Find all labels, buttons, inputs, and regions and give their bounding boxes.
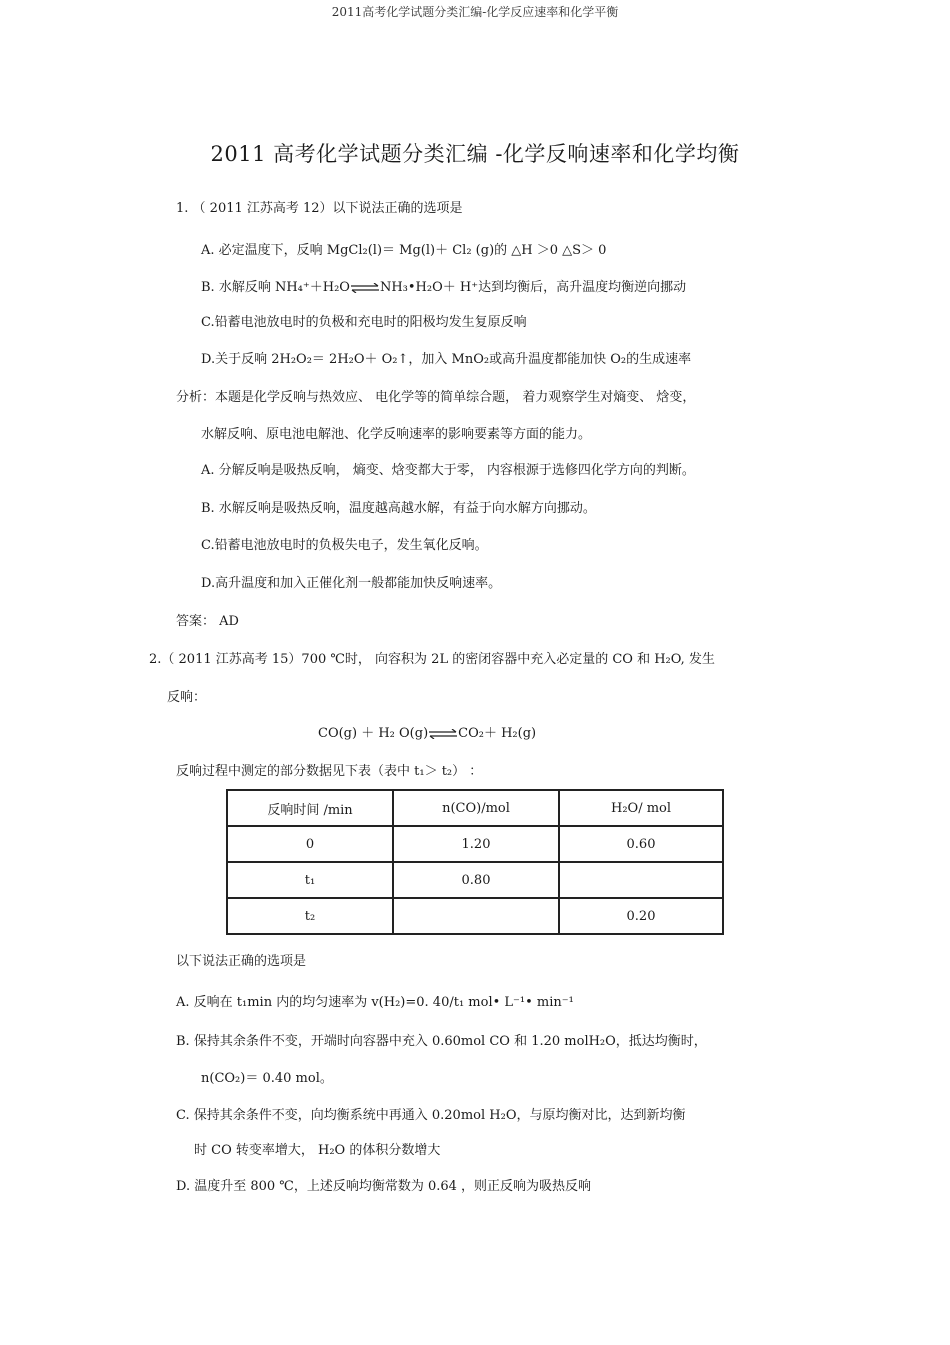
equilibrium-arrow-icon <box>350 283 380 293</box>
q2-option-b-line-2: n(CO₂)＝ 0.40 mol。 <box>201 1071 333 1086</box>
document-title: 2011 高考化学试题分类汇编 -化学反响速率和化学均衡 <box>210 142 740 166</box>
table-cell: 0.20 <box>559 898 723 934</box>
q2-option-b-line-1: B. 保持其余条件不变，开端时向容器中充入 0.60mol CO 和 1.20 molH₂O，抵达均衡时， <box>176 1034 707 1049</box>
page-header: 2011高考化学试题分类汇编-化学反应速率和化学平衡 <box>331 5 619 19</box>
q1-explain-b: B. 水解反响是吸热反响，温度越高越水解，有益于向水解方向挪动。 <box>201 501 596 516</box>
table-cell: 1.20 <box>393 826 559 862</box>
table-header-cell: H₂O/ mol <box>559 790 723 826</box>
q1-stem: 1. （ 2011 江苏高考 12）以下说法正确的选项是 <box>176 201 463 216</box>
table-header-cell: n(CO)/mol <box>393 790 559 826</box>
q1-option-b <box>201 276 686 295</box>
q1-explain-d: D.高升温度和加入正催化剂一般都能加快反响速率。 <box>201 576 502 591</box>
q1-option-d: D.关于反响 2H₂O₂＝ 2H₂O＋ O₂↑，加入 MnO₂或高升温度都能加快 O₂的生成速率 <box>201 352 692 367</box>
data-table <box>226 789 724 935</box>
table-cell: 0 <box>227 826 393 862</box>
table-cell: 0.80 <box>393 862 559 898</box>
q2-equation-left: CO(g) ＋ H₂ O(g) <box>318 726 429 741</box>
q1-analysis-line-1: 分析：本题是化学反响与热效应、 电化学等的简单综合题， 着力观察学生对熵变、 焓变， <box>176 390 696 405</box>
q2-stem-line-2: 反响： <box>167 690 207 705</box>
table-row <box>227 826 723 862</box>
q2-option-d: D. 温度升至 800 ℃，上述反响均衡常数为 0.64 ，则正反响为吸热反响 <box>176 1179 592 1194</box>
q2-stem-line-1: 2.（ 2011 江苏高考 15）700 ℃时， 向容积为 2L 的密闭容器中充入必定量的 CO 和 H₂O, 发生 <box>149 652 715 667</box>
table-cell: t₂ <box>227 898 393 934</box>
q1-answer: 答案： AD <box>176 614 239 629</box>
q2-equation <box>318 722 536 741</box>
q2-table-intro: 反响过程中测定的部分数据见下表（表中 t₁＞ t₂） ： <box>176 764 483 779</box>
q1-analysis-line-2: 水解反响、原电池电解池、化学反响速率的影响要素等方面的能力。 <box>201 427 592 442</box>
q2-question: 以下说法正确的选项是 <box>176 954 307 969</box>
table-cell <box>559 862 723 898</box>
q1-option-b-left: B. 水解反响 NH₄⁺＋H₂O <box>201 280 350 295</box>
q1-explain-a: A. 分解反响是吸热反响， 熵变、焓变都大于零， 内容根源于选修四化学方向的判断。 <box>201 463 695 478</box>
table-cell: t₁ <box>227 862 393 898</box>
q1-option-b-right: NH₃•H₂O＋ H⁺达到均衡后，高升温度均衡逆向挪动 <box>379 280 687 295</box>
table-row <box>227 862 723 898</box>
table-row <box>227 898 723 934</box>
table-header-row <box>227 790 723 826</box>
equilibrium-arrow-icon <box>428 729 458 739</box>
table-cell: 0.60 <box>559 826 723 862</box>
q2-equation-right: CO₂＋ H₂(g) <box>458 726 537 741</box>
table-header-cell: 反响时间 /min <box>227 790 393 826</box>
q1-option-a: A. 必定温度下，反响 MgCl₂(l)＝ Mg(l)＋ Cl₂ (g)的 △H ＞0 △S＞ 0 <box>201 243 607 258</box>
q2-option-a: A. 反响在 t₁min 内的均匀速率为 v(H₂)=0. 40/t₁ mol• L⁻¹• min⁻¹ <box>176 995 574 1010</box>
q2-option-c-line-2: 时 CO 转变率增大， H₂O 的体积分数增大 <box>194 1143 441 1158</box>
q1-explain-c: C.铅蓄电池放电时的负极失电子，发生氧化反响。 <box>201 538 488 553</box>
q1-option-c: C.铅蓄电池放电时的负极和充电时的阳极均发生复原反响 <box>201 315 527 330</box>
table-cell <box>393 898 559 934</box>
q2-option-c-line-1: C. 保持其余条件不变，向均衡系统中再通入 0.20mol H₂O，与原均衡对比，达到新均衡 <box>176 1108 686 1123</box>
